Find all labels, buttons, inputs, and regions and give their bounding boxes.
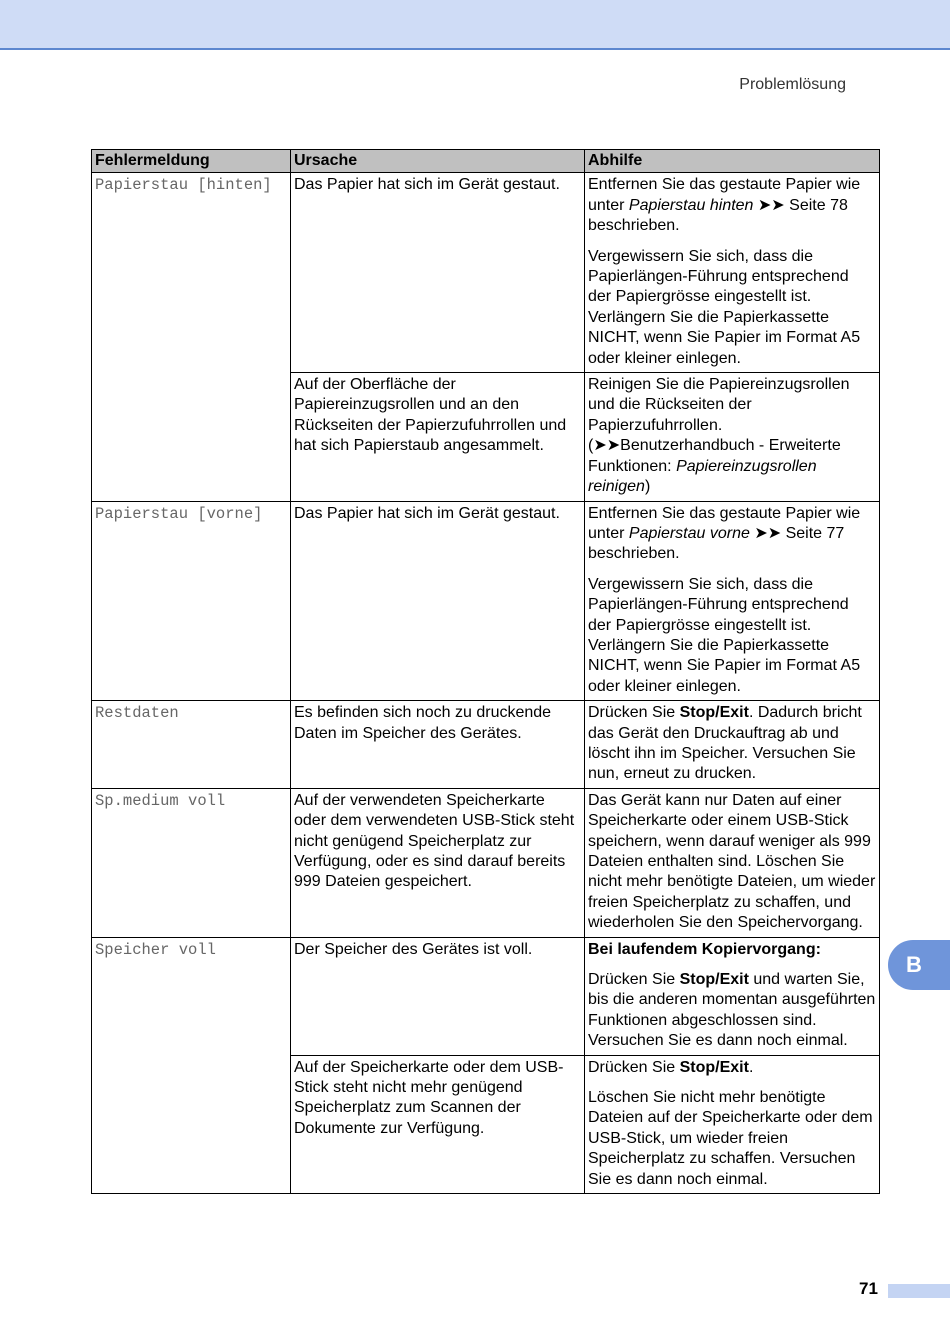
- cause-cell: Das Papier hat sich im Gerät gestaut.: [291, 501, 585, 701]
- page-number: 71: [859, 1279, 878, 1298]
- cause-cell: Das Papier hat sich im Gerät gestaut.: [291, 173, 585, 373]
- table-header-row: [92, 150, 880, 173]
- link-reference: Papierstau vorne: [628, 524, 750, 542]
- page-reference-arrows: ➤➤: [749, 524, 786, 542]
- error-table: [91, 149, 880, 1194]
- remedy-cell: Drücken Sie Stop/Exit. Dadurch bricht das Gerät den Druckauftrag ab und löscht ihn im Speicher. Versuchen Sie nun, erneut zu drucken.: [585, 701, 880, 789]
- cause-cell: Es befinden sich noch zu druckende Daten im Speicher des Gerätes.: [291, 701, 585, 789]
- section-title: Problemlösung: [739, 76, 846, 93]
- remedy-heading: Bei laufendem Kopiervorgang:: [588, 940, 821, 958]
- error-code: Papierstau [hinten]: [92, 173, 291, 501]
- button-name: Stop/Exit: [679, 1058, 749, 1076]
- remedy-cell: [585, 1055, 880, 1193]
- table-row: [92, 701, 880, 789]
- remedy-paragraph: Entfernen Sie das gestaute Papier wie unter Papierstau hinten ➤➤ Seite 78 beschrieben.: [588, 176, 861, 235]
- remedy-paragraph: Drücken Sie Stop/Exit.: [588, 1058, 754, 1076]
- header-band: [0, 0, 950, 50]
- footer-bar: [888, 1284, 950, 1298]
- remedy-paragraph: Entfernen Sie das gestaute Papier wie unter Papierstau vorne ➤➤ Seite 77 beschrieben.: [588, 504, 861, 563]
- button-name: Stop/Exit: [679, 704, 749, 722]
- column-header-remedy: Abhilfe: [585, 150, 880, 173]
- error-code: Speicher voll: [92, 937, 291, 1193]
- chapter-tab: B: [888, 940, 950, 990]
- column-header-cause: Ursache: [291, 150, 585, 173]
- table-row: [92, 937, 880, 1055]
- page-reference-arrows: ➤➤: [753, 196, 790, 214]
- error-code: Sp.medium voll: [92, 788, 291, 937]
- link-reference: Papierstau hinten: [628, 196, 754, 214]
- table-row: [92, 173, 880, 373]
- remedy-cell: Das Gerät kann nur Daten auf einer Speicherkarte oder einem USB-Stick speichern, wenn darauf weniger als 999 Dateien enthalten sind. Löschen Sie nicht mehr benötigte Dateien, um wieder freien Speicherplatz zu schaffen, und wiederholen Sie den Speichervorgang.: [585, 788, 880, 937]
- remedy-paragraph: Löschen Sie nicht mehr benötigte Dateien auf der Speicherkarte oder dem USB-Stick, um wieder freien Speicherplatz zu schaffen. Versuchen Sie es dann noch einmal.: [588, 1089, 873, 1188]
- cause-cell: Auf der Speicherkarte oder dem USB-Stick steht nicht mehr genügend Speicherplatz zum Scannen der Dokumente zur Verfügung.: [291, 1055, 585, 1193]
- button-name: Stop/Exit: [679, 971, 749, 989]
- remedy-paragraph: Vergewissern Sie sich, dass die Papierlängen-Führung entsprechend der Papiergrösse eingestellt ist. Verlängern Sie die Papierkassette NICHT, wenn Sie Papier im Format A5 oder kleiner einlegen.: [588, 575, 861, 695]
- column-header-error: Fehlermeldung: [92, 150, 291, 173]
- link-reference: Papiereinzugsrollen reinigen: [588, 457, 817, 496]
- remedy-cell: [585, 501, 880, 701]
- remedy-paragraph: Drücken Sie Stop/Exit und warten Sie, bis die anderen momentan ausgeführten Funktionen abgeschlossen sind. Versuchen Sie es dann noch einmal.: [588, 971, 876, 1050]
- cause-cell: Auf der Oberfläche der Papiereinzugsrollen und an den Rückseiten der Papierzufuhrrollen und hat sich Papierstaub angesammelt.: [291, 373, 585, 501]
- remedy-paragraph: Vergewissern Sie sich, dass die Papierlängen-Führung entsprechend der Papiergrösse eingestellt ist. Verlängern Sie die Papierkassette NICHT, wenn Sie Papier im Format A5 oder kleiner einlegen.: [588, 247, 861, 367]
- cause-cell: Der Speicher des Gerätes ist voll.: [291, 937, 585, 1055]
- error-code: Papierstau [vorne]: [92, 501, 291, 701]
- remedy-cell: Reinigen Sie die Papiereinzugsrollen und die Rückseiten der Papierzufuhrrollen. (➤➤Benutzerhandbuch - Erweiterte Funktionen: Papiereinzugsrollen reinigen): [585, 373, 880, 501]
- cause-cell: Auf der verwendeten Speicherkarte oder dem verwendeten USB-Stick steht nicht genügend Speicherplatz zur Verfügung, oder es sind darauf bereits 999 Dateien gespeichert.: [291, 788, 585, 937]
- table-row: [92, 501, 880, 701]
- error-code: Restdaten: [92, 701, 291, 789]
- table-row: [92, 788, 880, 937]
- remedy-cell: [585, 173, 880, 373]
- remedy-cell: [585, 937, 880, 1055]
